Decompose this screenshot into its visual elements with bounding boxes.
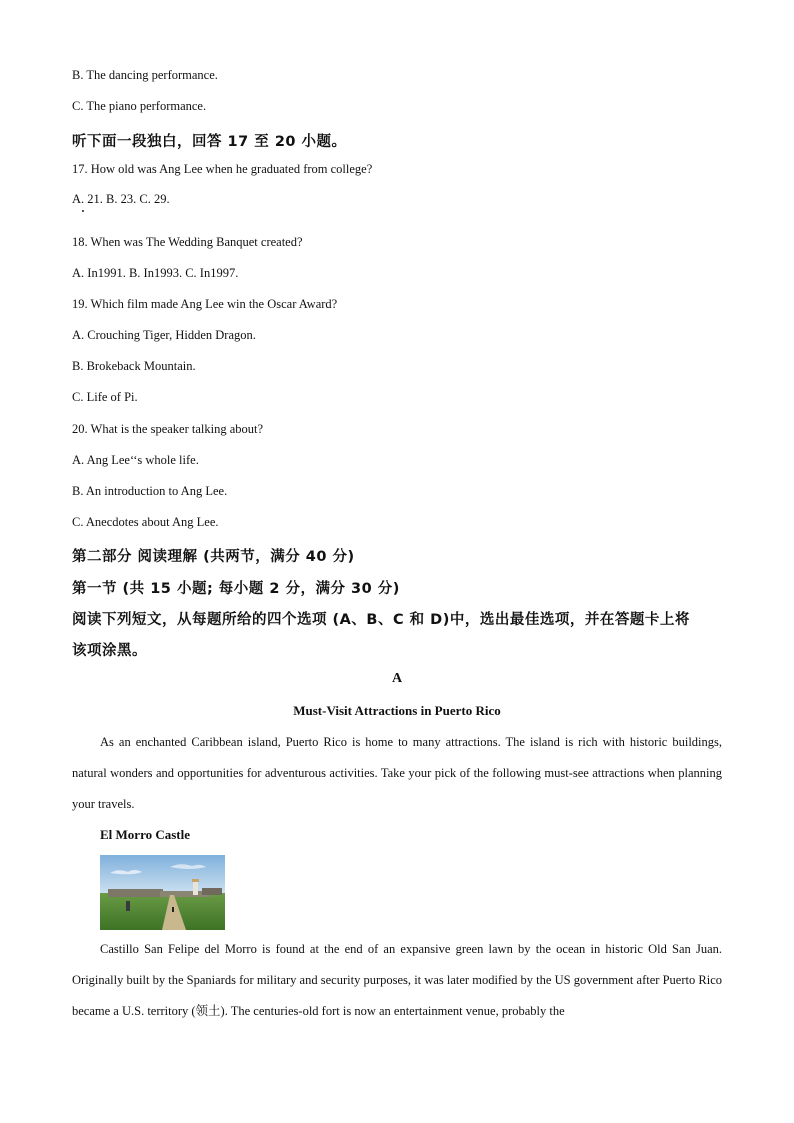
passage-letter: A — [391, 671, 403, 686]
stray-dot — [82, 210, 84, 212]
option-19b: B. Brokeback Mountain. — [72, 359, 196, 373]
option-16c: C. The piano performance. — [72, 99, 207, 113]
option-20c: C. Anecdotes about Ang Lee. — [72, 515, 219, 529]
option-19a: A. Crouching Tiger, Hidden Dragon. — [72, 328, 256, 342]
options-17: A. 21. B. 23. C. 29. — [72, 192, 170, 206]
subheading-el-morro: El Morro Castle — [100, 827, 191, 842]
passage-title: Must-Visit Attractions in Puerto Rico — [293, 703, 501, 718]
part2-heading: 第二部分 阅读理解 (共两节，满分 40 分) — [72, 549, 355, 565]
instruction-line-1: 阅读下列短文，从每题所给的四个选项 (A、B、C 和 D)中，选出最佳选项，并在答题卡上将 — [72, 612, 690, 628]
options-18: A. In1991. B. In1993. C. In1997. — [72, 266, 239, 280]
instruction-line-2: 该项涂黑。 — [72, 643, 147, 659]
option-20b: B. An introduction to Ang Lee. — [72, 484, 228, 498]
section1-heading: 第一节 (共 15 小题; 每小题 2 分，满分 30 分) — [72, 581, 400, 597]
question-17: 17. How old was Ang Lee when he graduated from college? — [72, 162, 373, 176]
option-16b: B. The dancing performance. — [72, 68, 218, 82]
option-20a: A. Ang Lee‘‘s whole life. — [72, 453, 199, 467]
body-paragraph — [72, 934, 722, 1027]
monologue-heading: 听下面一段独白，回答 17 至 20 小题。 — [72, 134, 347, 150]
option-19c: C. Life of Pi. — [72, 390, 138, 404]
intro-paragraph: As an enchanted Caribbean island, Puerto Rico is home to many attractions. The island is rich with historic buildings, natural wonders and opportunities for adventurous activities. Take your pick of the following must-see attractions when planning your travels. — [72, 735, 722, 811]
question-18: 18. When was The Wedding Banquet created? — [72, 235, 303, 249]
question-20: 20. What is the speaker talking about? — [72, 422, 264, 436]
el-morro-photo — [100, 855, 225, 930]
question-19: 19. Which film made Ang Lee win the Oscar Award? — [72, 297, 338, 311]
body-text: Castillo San Felipe del Morro is found at the end of an expansive green lawn by the ocean in historic Old San Juan. Originally built by the Spaniards for military and security purposes, it was later modified by the US government after Puerto Rico became a U.S. territory (领土). The centuries-old fort is now an entertainment venue, probably the — [72, 942, 722, 1018]
